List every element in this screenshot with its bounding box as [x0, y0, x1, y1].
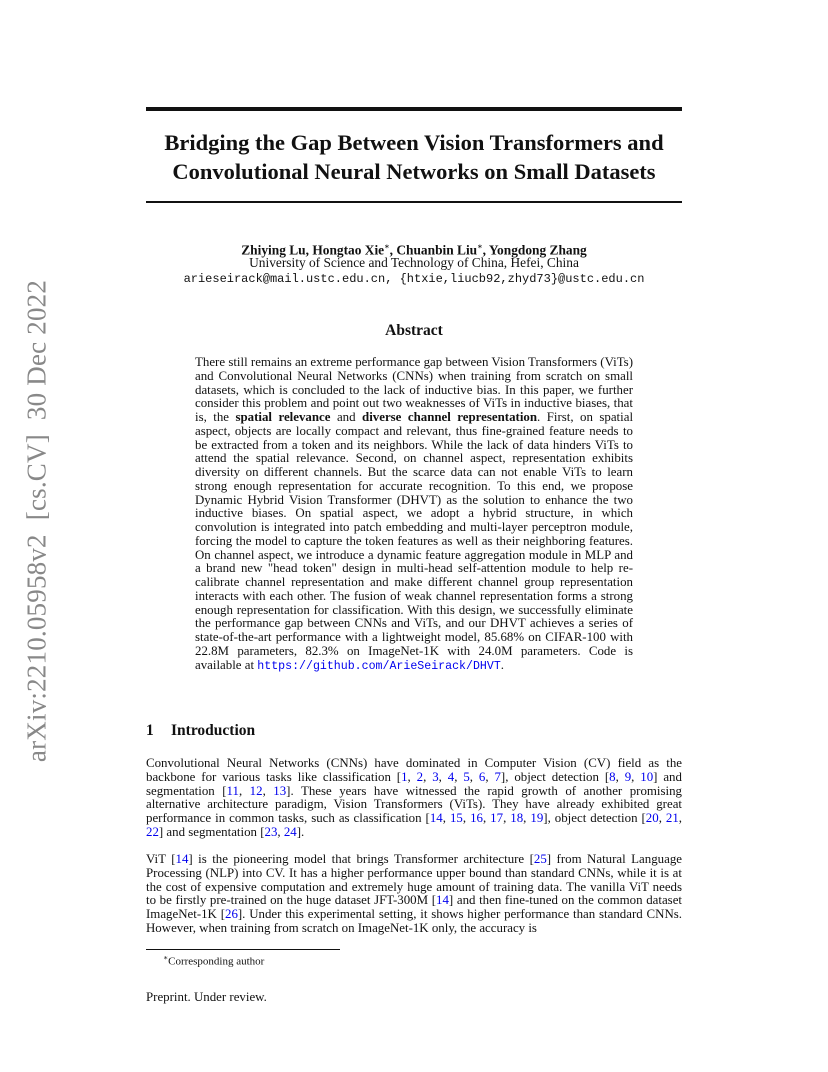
para-text: ] is the pioneering model that brings Transformer architecture [ — [188, 852, 534, 866]
corresponding-mark: ∗ — [384, 242, 390, 251]
para-text: ], object detection [ — [543, 811, 646, 825]
citation-link[interactable]: 7 — [494, 769, 501, 784]
para-text: ]. These years have witnessed the rapid growth of another promising alternative architecture paradigm, Vision Transformers (ViTs). They have already exhibited great performance in common tasks, such as classification [ — [146, 783, 682, 825]
para-text: ViT [ — [146, 852, 176, 866]
citation-link[interactable]: 25 — [533, 852, 547, 866]
citation-link[interactable]: 23 — [264, 824, 278, 839]
citation-link[interactable]: 14 — [429, 811, 443, 825]
author-2: Hongtao Xie — [312, 242, 385, 258]
abstract-heading: Abstract — [385, 322, 443, 339]
footnote — [163, 951, 264, 969]
citation-link[interactable]: 20 — [645, 811, 659, 825]
citation-link[interactable]: 13 — [273, 783, 287, 798]
author-emails: arieseirack@mail.ustc.edu.cn, {htxie,liucb92,zhyd73}@ustc.edu.cn — [183, 272, 645, 286]
citation-link[interactable]: 26 — [225, 907, 238, 921]
keyword-channel-representation: diverse channel representation — [362, 410, 538, 424]
paper-title — [146, 128, 682, 186]
para-text: ]. — [296, 824, 305, 839]
citation-link[interactable]: 4 — [447, 769, 455, 784]
citation-link[interactable]: 14 — [436, 893, 449, 908]
para-text: ] from Natural Language Processing (NLP) into CV. It has a higher performance upper bound than standard CNNs, while it is at the cost of expensive computation and extremely huge amount of training data. The vanilla ViT needs to be firstly pre-trained on the huge dataset JFT-300M [ — [146, 852, 682, 908]
para-text: ], object detection [ — [500, 769, 610, 784]
citation-link[interactable]: 22 — [146, 824, 159, 839]
affiliation: University of Science and Technology of China, Hefei, China — [249, 255, 579, 270]
footnote-mark: ∗ — [163, 953, 169, 962]
citation-link[interactable]: 10 — [640, 769, 654, 784]
arxiv-id: arXiv:2210.05958v2 — [21, 534, 52, 763]
section-heading-introduction — [146, 722, 255, 740]
author-1: Zhiying Lu — [241, 242, 306, 258]
citation-link[interactable]: 12 — [249, 783, 263, 798]
citation-link[interactable]: 2 — [416, 769, 424, 784]
citation-link[interactable]: 17 — [490, 811, 504, 825]
author-4: Yongdong Zhang — [488, 242, 587, 258]
author-3: Chuanbin Liu — [396, 242, 478, 258]
title-bottom-rule — [146, 201, 682, 203]
citation-link[interactable]: 1 — [401, 769, 408, 784]
citation-link[interactable]: 15 — [449, 811, 463, 825]
citation-link[interactable]: 18 — [510, 811, 524, 825]
para-text: ]. Under this experimental setting, it shows higher performance than standard CNNs. However, when training from scratch on ImageNet-1K only, the accuracy is — [146, 907, 682, 935]
footnote-rule — [146, 949, 340, 950]
citation-link[interactable]: 24 — [283, 824, 297, 839]
author-list: Zhiying Lu, Hongtao Xie∗, Chuanbin Liu∗, Yongdong Zhang — [241, 242, 587, 258]
citation-link[interactable]: 5 — [463, 769, 470, 784]
arxiv-category: [cs.CV] — [21, 434, 52, 521]
code-link[interactable]: https://github.com/ArieSeirack/DHVT — [257, 659, 501, 673]
para-text: ] and then fine-tuned on the common dataset ImageNet-1K [ — [146, 893, 683, 921]
title-line-1: Bridging the Gap Between Vision Transformers and — [164, 130, 664, 155]
title-line-2: Convolutional Neural Networks on Small Datasets — [172, 159, 656, 184]
corresponding-mark: ∗ — [477, 242, 483, 251]
intro-paragraph-1: Convolutional Neural Networks (CNNs) have dominated in Computer Vision (CV) field as the backbone for various tasks like classification [1, 2, 3, 4, 5, 6, 7], object detection [8, 9, 10] and segmentation [11, 12, 13]. These years have witnessed the rapid growth of another promising alternative architecture paradigm, Vision Transformers (ViTs). They have already exhibited great performance in common tasks, such as classification [14, 15, 16, 17, 18, 19], object detection [20, 21, 22] and segmentation [23, 24]. — [146, 756, 683, 839]
citation-link[interactable]: 21 — [665, 811, 679, 825]
preprint-note: Preprint. Under review. — [146, 990, 267, 1004]
citation-link[interactable]: 8 — [609, 769, 616, 784]
para-text: ] and segmentation [ — [158, 824, 265, 839]
para-text: Convolutional Neural Networks (CNNs) have dominated in Computer Vision (CV) field as the backbone for various tasks like classification [ — [146, 756, 682, 784]
intro-paragraph-2 — [146, 853, 682, 936]
citation-link[interactable]: 3 — [432, 769, 439, 784]
abstract-text: and — [330, 410, 363, 424]
footnote-text: Corresponding author — [168, 955, 265, 968]
citation-link[interactable]: 19 — [530, 811, 544, 825]
section-number: 1 — [146, 722, 154, 739]
section-title: Introduction — [171, 722, 256, 739]
citation-link[interactable]: 11 — [226, 783, 239, 798]
citation-link[interactable]: 14 — [175, 852, 189, 866]
abstract-text: . First, on spatial aspect, objects are locally compact and relevant, thus fine-grained feature needs to be extracted from a token and its neighbors. While the lack of data hinders ViTs to attend the spatial relevance. Second, on channel aspect, representation exhibits diversity on different channels. But the scarce data can not enable ViTs to learn strong enough representation for accurate recognition. To this end, we propose Dynamic Hybrid Vision Transformer (DHVT) as the solution to enhance the two inductive biases. On spatial aspect, we adopt a hybrid structure, in which convolution is integrated into patch embedding and multi-layer perceptron module, forcing the model to capture the token features as well as their neighboring features. On channel aspect, we introduce a dynamic feature aggregation module in MLP and a brand new "head token" design in multi-head self-attention module to help re-calibrate channel representation and make different channel group representation interacts with each other. The fusion of weak channel representation forms a strong enough representation for classification. With this design, we successfully eliminate the performance gap between CNNs and ViTs, and our DHVT achieves a series of state-of-the-art performance with a lightweight model, 85.68% on CIFAR-100 with 22.8M parameters, 82.3% on ImageNet-1K with 24.0M parameters. Code is available at — [195, 410, 634, 672]
para-text: ] and segmentation [ — [146, 769, 682, 798]
citation-link[interactable]: 6 — [478, 769, 486, 784]
abstract-body — [195, 356, 633, 673]
keyword-spatial-relevance: spatial relevance — [235, 410, 331, 424]
citation-link[interactable]: 16 — [470, 811, 483, 825]
abstract-text: There still remains an extreme performance gap between Vision Transformers (ViTs) and Convolutional Neural Networks (CNNs) when training from scratch on small datasets, which is concluded to the lack of inductive bias. In this paper, we further consider this problem and point out two weaknesses of ViTs in inductive biases, that is, the — [195, 355, 633, 424]
arxiv-date: 30 Dec 2022 — [21, 279, 52, 421]
arxiv-stamp — [22, 280, 53, 762]
title-top-rule — [146, 107, 682, 111]
citation-link[interactable]: 9 — [624, 769, 632, 784]
abstract-text: . — [500, 657, 505, 672]
